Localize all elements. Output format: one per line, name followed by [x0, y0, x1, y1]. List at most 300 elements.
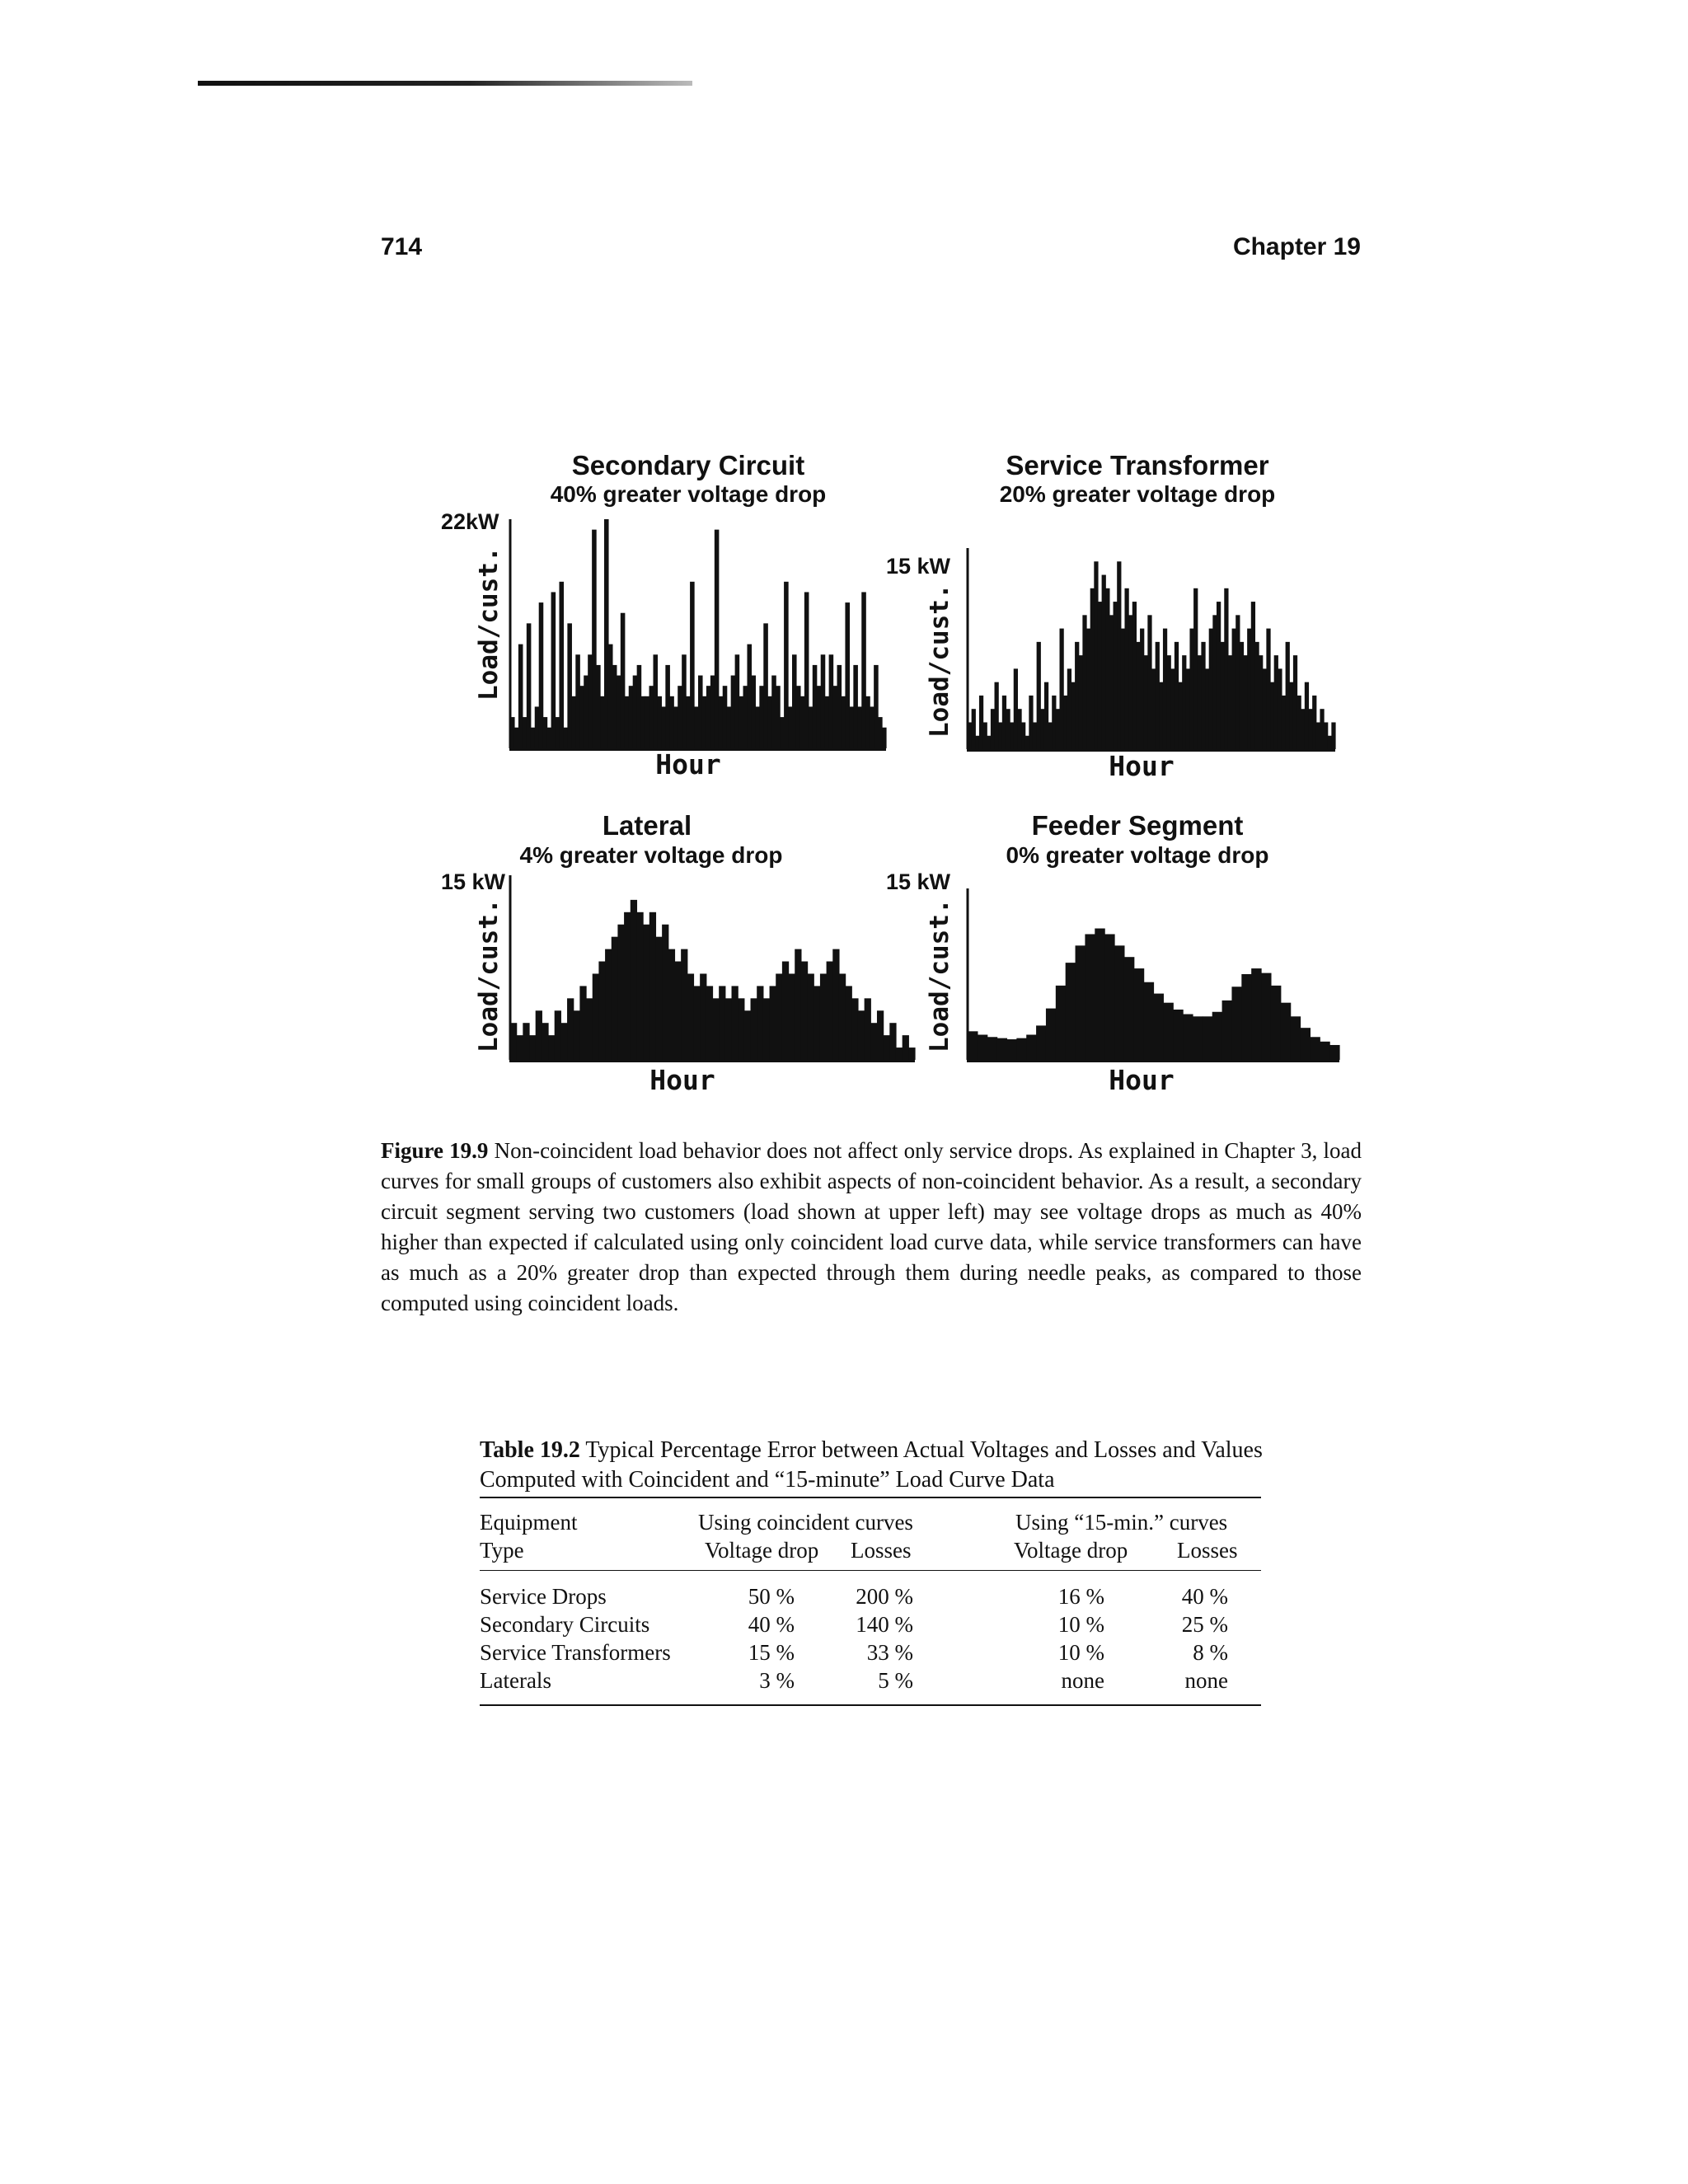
bar: [1114, 945, 1124, 1060]
bar: [732, 986, 738, 1060]
bar: [1124, 957, 1134, 1060]
bar: [1033, 722, 1037, 749]
bar: [832, 949, 839, 1060]
bar: [1186, 668, 1190, 749]
x-axis-label: Hour: [1109, 1064, 1175, 1096]
bar: [1040, 709, 1044, 749]
row-coinc-voltage-drop: 3 %: [759, 1668, 795, 1693]
bar: [551, 592, 556, 748]
bar: [757, 986, 763, 1060]
header-type: Type: [480, 1538, 524, 1563]
bar: [574, 1010, 580, 1060]
bar: [738, 998, 744, 1060]
bar: [555, 1010, 561, 1060]
bar: [563, 728, 568, 748]
bar: [596, 665, 601, 748]
y-max-label: 15 kW: [886, 554, 951, 579]
bar: [1193, 1016, 1203, 1060]
panel-subtitle: 0% greater voltage drop: [1006, 842, 1269, 868]
header-coinc-voltage-drop: Voltage drop: [705, 1538, 819, 1563]
bar: [669, 696, 674, 748]
bar: [817, 686, 822, 748]
bar: [1224, 588, 1228, 749]
bar: [987, 1037, 997, 1060]
bar: [1090, 588, 1095, 749]
bar: [719, 986, 725, 1060]
bar: [908, 1047, 915, 1060]
page-number: 714: [381, 233, 423, 260]
bar: [804, 592, 809, 748]
row-coinc-losses: 140 %: [856, 1612, 913, 1637]
bar: [681, 949, 687, 1060]
bar: [514, 728, 519, 748]
bar: [531, 728, 536, 748]
bar: [625, 696, 630, 748]
bar-chart-lateral: [507, 875, 915, 1063]
bar: [1236, 615, 1240, 749]
header-15min-voltage-drop: Voltage drop: [1014, 1538, 1128, 1563]
bar: [1217, 602, 1221, 749]
bar: [1056, 709, 1060, 749]
bar: [1271, 986, 1281, 1060]
bar: [1198, 655, 1202, 749]
bar: [1144, 982, 1154, 1060]
figure-caption-text: Non-coincident load behavior does not affect only service drops. As explained in Chapter 3, load curves for small groups of customers also exhibit aspects of non-coincident behavior. As a result, a secondary circuit segment serving two customers (load shown at upper left) may see voltage drops as much as 40% higher than expected if calculated using only coincident load curve data, while service transformers can have as much as a 20% greater drop than expected through them during needle peaks, as compared to those computed using coincident loads.: [381, 1138, 1362, 1315]
bar: [1293, 655, 1297, 749]
bar: [1221, 642, 1225, 749]
bar: [700, 973, 706, 1060]
bar: [770, 986, 776, 1060]
bar: [723, 686, 728, 748]
bar: [789, 973, 795, 1060]
bar: [1086, 629, 1090, 749]
bar: [1105, 588, 1109, 749]
bar: [972, 709, 976, 749]
bar: [853, 665, 858, 748]
bar: [1286, 642, 1290, 749]
bar: [1270, 682, 1274, 749]
bar: [1282, 696, 1286, 749]
bar: [584, 676, 588, 748]
bar: [1232, 629, 1236, 749]
bar: [763, 623, 768, 748]
bar: [1063, 696, 1067, 749]
bar: [968, 722, 972, 749]
bar: [1331, 722, 1335, 749]
bar: [668, 949, 675, 1060]
bar: [825, 696, 830, 748]
bar: [870, 1023, 877, 1060]
bar: [1281, 1003, 1291, 1060]
bar: [1201, 642, 1205, 749]
bar: [1301, 1028, 1311, 1060]
bar: [1117, 561, 1121, 749]
bar: [1301, 709, 1305, 749]
bar: [715, 530, 720, 748]
bar: [674, 962, 681, 1060]
bar: [889, 1023, 896, 1060]
bar: [1132, 602, 1137, 749]
bar: [1085, 934, 1095, 1060]
bar: [858, 1010, 865, 1060]
bar: [983, 722, 987, 749]
bar: [559, 582, 564, 748]
panel-title: Service Transformer: [1006, 450, 1269, 480]
bar: [713, 998, 720, 1060]
bar: [1193, 588, 1198, 749]
table-bottom-rule: [480, 1704, 1261, 1706]
bar: [833, 686, 838, 748]
bar: [649, 686, 654, 748]
bar: [518, 644, 523, 748]
bar: [592, 530, 597, 748]
bar: [567, 623, 572, 748]
bar: [706, 686, 711, 748]
bar: [523, 1023, 529, 1060]
panel-title: Feeder Segment: [1031, 810, 1244, 841]
bar: [845, 602, 850, 748]
row-coinc-losses: 33 %: [866, 1640, 913, 1665]
bar: [1071, 682, 1075, 749]
row-15min-losses: 40 %: [1181, 1584, 1228, 1609]
bar: [1056, 986, 1066, 1060]
panel-subtitle: 40% greater voltage drop: [550, 481, 827, 507]
bar: [702, 696, 707, 748]
bar: [1021, 722, 1025, 749]
bar: [1159, 682, 1163, 749]
bar: [1222, 1001, 1232, 1060]
bar: [1305, 682, 1309, 749]
figure-caption-label: Figure 19.9: [381, 1138, 489, 1163]
bar: [841, 696, 846, 748]
bar: [1029, 696, 1033, 749]
bar: [1209, 629, 1213, 749]
row-equipment-type: Service Transformers: [480, 1640, 671, 1665]
bar: [725, 998, 732, 1060]
bar: [1170, 668, 1175, 749]
bar: [1128, 615, 1132, 749]
bar: [846, 986, 852, 1060]
bar: [1151, 668, 1156, 749]
bar: [662, 925, 668, 1060]
bar: [1329, 1045, 1339, 1060]
bar: [631, 900, 637, 1060]
bar: [998, 722, 1002, 749]
bar: [686, 696, 691, 748]
bar: [763, 998, 770, 1060]
bar: [776, 686, 781, 748]
bar: [1266, 629, 1270, 749]
bar: [605, 949, 612, 1060]
bar: [1140, 629, 1144, 749]
bar: [1289, 682, 1293, 749]
bar: [801, 962, 808, 1060]
table-caption-label: Table 19.2: [480, 1437, 580, 1463]
bar: [617, 925, 624, 1060]
bar: [687, 973, 694, 1060]
bar: [796, 686, 801, 748]
header-coincident-group: Using coincident curves: [698, 1510, 913, 1535]
bar: [731, 676, 736, 748]
bar: [608, 644, 613, 748]
bar: [1228, 655, 1232, 749]
bar: [1079, 655, 1083, 749]
bar: [579, 686, 584, 748]
row-equipment-type: Service Drops: [480, 1584, 607, 1609]
panel-title: Secondary Circuit: [571, 450, 805, 480]
bar: [575, 654, 580, 748]
bar: [759, 686, 764, 748]
bar: [808, 973, 814, 1060]
bar: [1044, 682, 1048, 749]
bar: [1183, 1015, 1193, 1060]
bar: [510, 1023, 517, 1060]
bar: [1109, 615, 1114, 749]
bar: [706, 986, 713, 1060]
bar: [795, 949, 801, 1060]
bar: [814, 986, 820, 1060]
y-max-label: 15 kW: [441, 869, 506, 894]
bar: [1136, 642, 1140, 749]
row-coinc-voltage-drop: 40 %: [748, 1612, 795, 1637]
row-15min-voltage-drop: none: [1061, 1668, 1104, 1693]
bar: [542, 1023, 548, 1060]
bar: [655, 937, 662, 1060]
bar-chart-service-transformer: [964, 548, 1335, 752]
header-equipment: Equipment: [480, 1510, 578, 1535]
bar: [1278, 668, 1282, 749]
table-top-rule: [480, 1497, 1261, 1498]
bar: [1124, 588, 1128, 749]
bar: [653, 654, 658, 748]
bar: [1048, 722, 1053, 749]
bar: [997, 1038, 1007, 1060]
bar: [878, 717, 883, 748]
bar: [1006, 709, 1010, 749]
bar: [839, 973, 846, 1060]
bar: [698, 676, 703, 748]
bar: [1320, 709, 1324, 749]
bar: [1036, 1025, 1046, 1060]
bar: [598, 962, 605, 1060]
row-equipment-type: Laterals: [480, 1668, 551, 1693]
bar: [1163, 629, 1167, 749]
bar: [678, 686, 682, 748]
bar: [588, 654, 593, 748]
bar: [975, 736, 979, 749]
bar: [1316, 722, 1320, 749]
bar: [987, 736, 991, 749]
bar: [821, 654, 826, 748]
bar: [1098, 602, 1102, 749]
bar: [547, 728, 552, 748]
bar: [1094, 561, 1098, 749]
bar: [1274, 655, 1278, 749]
bar: [1147, 615, 1151, 749]
bar: [529, 1035, 536, 1060]
bar: [556, 717, 560, 748]
bar: [535, 706, 540, 748]
bar: [1179, 682, 1183, 749]
bar: [536, 1010, 542, 1060]
bar: [1075, 642, 1079, 749]
bar: [643, 925, 649, 1060]
bar: [1095, 929, 1104, 1060]
x-axis-label: Hour: [649, 1064, 715, 1096]
bar: [1052, 696, 1056, 749]
bar: [690, 582, 695, 748]
bar: [612, 665, 617, 748]
panel-title: Lateral: [602, 810, 692, 841]
bar: [1016, 1038, 1026, 1060]
bar: [510, 717, 515, 748]
bar: [579, 986, 586, 1060]
bar: [784, 582, 789, 748]
y-axis-label: Load/cust.: [925, 898, 954, 1052]
bar: [637, 665, 642, 748]
bar: [1205, 668, 1209, 749]
bar: [694, 706, 699, 748]
bar: [1002, 696, 1006, 749]
bar: [735, 654, 740, 748]
bar: [1263, 668, 1267, 749]
bar: [1066, 963, 1076, 1060]
table-caption: [480, 1436, 1269, 1495]
bar: [621, 613, 626, 748]
bar: [813, 665, 818, 748]
bar: [1254, 642, 1259, 749]
bar: [829, 654, 834, 748]
bar: [1320, 1042, 1329, 1060]
row-coinc-losses: 200 %: [856, 1584, 913, 1609]
bar: [523, 717, 528, 748]
bar: [896, 1047, 903, 1060]
bar: [782, 962, 789, 1060]
bar: [865, 998, 871, 1060]
bar: [641, 696, 646, 748]
bar: [629, 686, 634, 748]
bar: [645, 696, 650, 748]
bar: [743, 686, 748, 748]
row-15min-voltage-drop: 16 %: [1057, 1584, 1104, 1609]
bar: [657, 696, 662, 748]
bar: [1010, 722, 1014, 749]
bar: [1212, 615, 1217, 749]
bar: [633, 676, 638, 748]
bar: [1261, 973, 1271, 1060]
bar: [767, 696, 772, 748]
bar: [1297, 696, 1301, 749]
bar: [567, 998, 574, 1060]
figure-caption: [381, 1136, 1362, 1319]
row-coinc-losses: 5 %: [878, 1668, 913, 1693]
panel-subtitle: 20% greater voltage drop: [999, 481, 1276, 507]
bar: [884, 1035, 890, 1060]
bar: [1189, 629, 1193, 749]
bar: [649, 912, 656, 1060]
bar: [968, 1031, 978, 1060]
bar: [751, 676, 756, 748]
bar: [600, 696, 605, 748]
bar: [682, 654, 687, 748]
bar: [1212, 1012, 1222, 1060]
bar: [586, 998, 593, 1060]
bar: [1310, 1037, 1320, 1060]
bar: [604, 519, 609, 748]
bar: [837, 665, 842, 748]
row-15min-voltage-drop: 10 %: [1057, 1612, 1104, 1637]
bar: [1312, 696, 1316, 749]
bar: [751, 998, 757, 1060]
bar: [617, 676, 621, 748]
row-15min-losses: 25 %: [1181, 1612, 1228, 1637]
bar: [1046, 1009, 1056, 1060]
bar: [1067, 668, 1071, 749]
bar: [1182, 655, 1186, 749]
bar: [636, 912, 643, 1060]
bar: [1241, 974, 1251, 1060]
bar: [776, 973, 782, 1060]
bar: [517, 1035, 523, 1060]
bar: [851, 998, 858, 1060]
bar: [727, 706, 732, 748]
bar: [1006, 1039, 1016, 1060]
bar: [1203, 1016, 1212, 1060]
top-rule: [198, 81, 692, 86]
bar: [788, 706, 793, 748]
bar: [827, 962, 833, 1060]
bar: [1251, 602, 1255, 749]
bar: [560, 1023, 567, 1060]
bar: [665, 665, 670, 748]
y-max-label: 22kW: [441, 509, 499, 534]
chapter-heading: Chapter 19: [1232, 233, 1361, 260]
y-axis-label: Load/cust.: [925, 583, 954, 738]
bar: [857, 706, 862, 748]
bar: [874, 665, 879, 748]
bar: [710, 676, 715, 748]
bar: [800, 696, 805, 748]
row-15min-losses: none: [1184, 1668, 1228, 1693]
bar: [1231, 987, 1241, 1060]
row-coinc-voltage-drop: 15 %: [748, 1640, 795, 1665]
row-equipment-type: Secondary Circuits: [480, 1612, 650, 1637]
y-max-label: 15 kW: [886, 869, 951, 894]
bar: [1167, 655, 1171, 749]
y-axis-label: Load/cust.: [474, 898, 504, 1052]
bar: [661, 706, 666, 748]
bar: [1244, 655, 1248, 749]
table-header-rule: [480, 1570, 1261, 1571]
x-axis-label: Hour: [1109, 750, 1175, 782]
bar: [693, 986, 700, 1060]
bar: [1104, 934, 1114, 1060]
bar: [771, 676, 776, 748]
bar: [527, 623, 532, 748]
bar: [1060, 629, 1064, 749]
bar: [820, 973, 827, 1060]
bar: [861, 592, 866, 748]
bar: [739, 696, 744, 748]
bar: [809, 706, 814, 748]
header-15min-group: Using “15-min.” curves: [1015, 1510, 1228, 1535]
bar: [1259, 655, 1263, 749]
bar: [539, 602, 544, 748]
bar: [849, 706, 854, 748]
bar: [1134, 968, 1144, 1060]
bar: [747, 644, 752, 748]
row-15min-voltage-drop: 10 %: [1057, 1640, 1104, 1665]
